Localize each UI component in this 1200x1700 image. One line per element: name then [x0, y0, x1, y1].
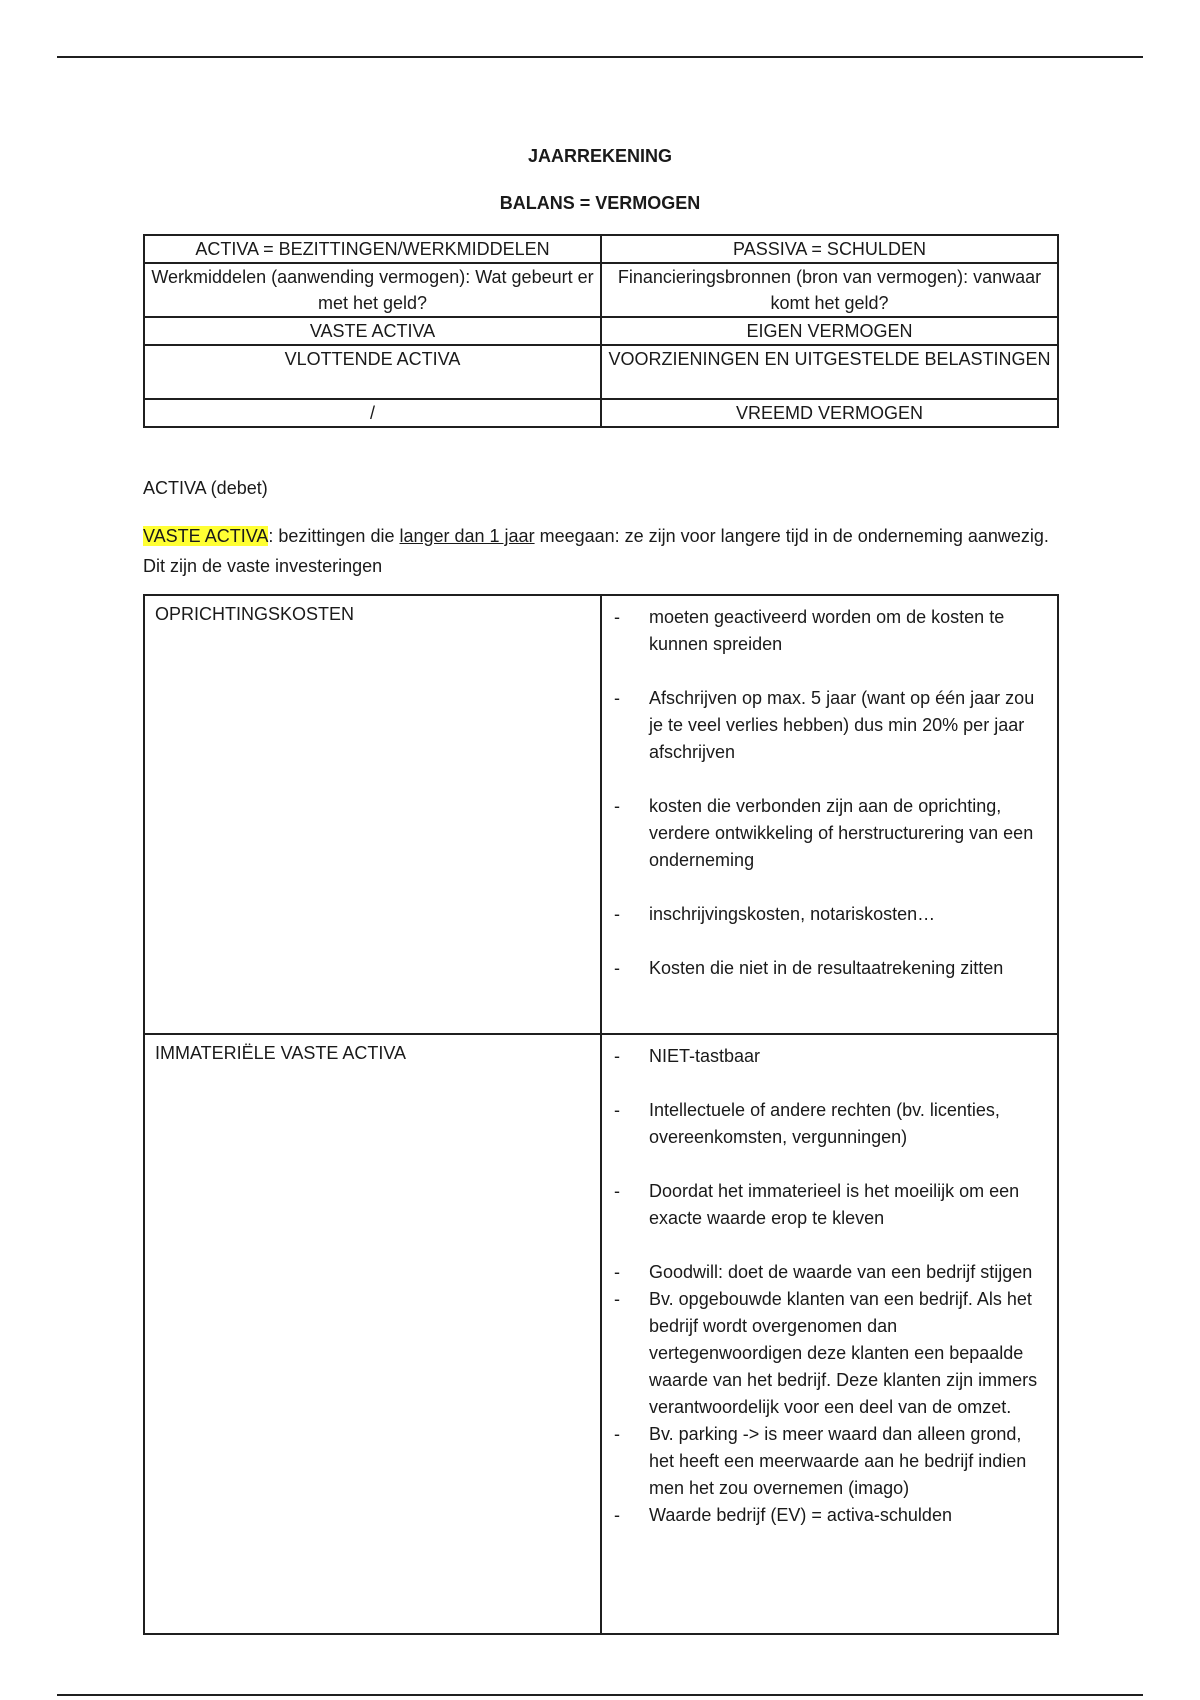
table-row — [144, 235, 1058, 263]
intro-text-part: meegaan: ze zijn voor langere tijd in de onderneming aanwezig. Dit zijn de vaste investeringen — [143, 526, 1049, 576]
balance-table — [143, 234, 1059, 428]
list-item: - NIET-tastbaar — [612, 1043, 1047, 1070]
table-cell: Financieringsbronnen (bron van vermogen): vanwaar komt het geld? — [601, 263, 1058, 317]
table-cell: Werkmiddelen (aanwending vermogen): Wat gebeurt er met het geld? — [144, 263, 601, 317]
list-item: - Kosten die niet in de resultaatrekening zitten — [612, 955, 1047, 982]
row-content — [601, 595, 1058, 1034]
table-cell: VOORZIENINGEN EN UITGESTELDE BELASTINGEN — [601, 345, 1058, 399]
list-item: - inschrijvingskosten, notariskosten… — [612, 901, 1047, 928]
table-row — [144, 1034, 1058, 1634]
table-cell: VLOTTENDE ACTIVA — [144, 345, 601, 399]
underlined-text: langer dan 1 jaar — [399, 526, 535, 546]
list-item: - Bv. opgebouwde klanten van een bedrijf. Als het bedrijf wordt overgenomen dan vertegenwoordigen deze klanten een bepaalde waarde van het bedrijf. Deze klanten zijn immers verantwoordelijk voor een deel van de omzet. — [612, 1286, 1047, 1421]
footer-rule — [57, 1694, 1143, 1696]
table-row — [144, 317, 1058, 345]
list-item: - moeten geactiveerd worden om de kosten te kunnen spreiden — [612, 604, 1047, 658]
row-content — [601, 1034, 1058, 1634]
table-cell: VREEMD VERMOGEN — [601, 399, 1058, 427]
header-rule — [57, 56, 1143, 58]
table-row — [144, 595, 1058, 1034]
list-item: - Doordat het immaterieel is het moeilijk om een exacte waarde erop te kleven — [612, 1178, 1047, 1232]
bullet-list — [612, 1043, 1047, 1529]
intro-text-part: : bezittingen die — [268, 526, 400, 546]
list-item: - Bv. parking -> is meer waard dan alleen grond, het heeft een meerwaarde aan he bedrijf indien men het zou overnemen (imago) — [612, 1421, 1047, 1502]
row-label-oprichtingskosten: OPRICHTINGSKOSTEN — [144, 595, 601, 1034]
table-cell: / — [144, 399, 601, 427]
highlighted-term: VASTE ACTIVA — [143, 526, 269, 546]
section-heading-activa: ACTIVA (debet) — [143, 478, 268, 498]
table-cell: VASTE ACTIVA — [144, 317, 601, 345]
list-item: - Intellectuele of andere rechten (bv. licenties, overeenkomsten, vergunningen) — [612, 1097, 1047, 1151]
table-row — [144, 345, 1058, 399]
page-title: JAARREKENING — [527, 146, 673, 166]
list-item: - Waarde bedrijf (EV) = activa-schulden — [612, 1502, 1047, 1529]
intro-paragraph — [143, 521, 1073, 581]
list-item: - kosten die verbonden zijn aan de oprichting, verdere ontwikkeling of herstructurering van een onderneming — [612, 793, 1047, 874]
bullet-list — [612, 604, 1047, 982]
table-cell: ACTIVA = BEZITTINGEN/WERKMIDDELEN — [144, 235, 601, 263]
table-row — [144, 263, 1058, 317]
table-cell: PASSIVA = SCHULDEN — [601, 235, 1058, 263]
table-row — [144, 399, 1058, 427]
row-label-immateriele-vaste-activa: IMMATERIËLE VASTE ACTIVA — [144, 1034, 601, 1634]
list-item: - Goodwill: doet de waarde van een bedrijf stijgen — [612, 1259, 1047, 1286]
list-item: - Afschrijven op max. 5 jaar (want op één jaar zou je te veel verlies hebben) dus min 20% per jaar afschrijven — [612, 685, 1047, 766]
table-cell: EIGEN VERMOGEN — [601, 317, 1058, 345]
vaste-activa-table — [143, 594, 1059, 1635]
page-subtitle: BALANS = VERMOGEN — [499, 193, 701, 213]
